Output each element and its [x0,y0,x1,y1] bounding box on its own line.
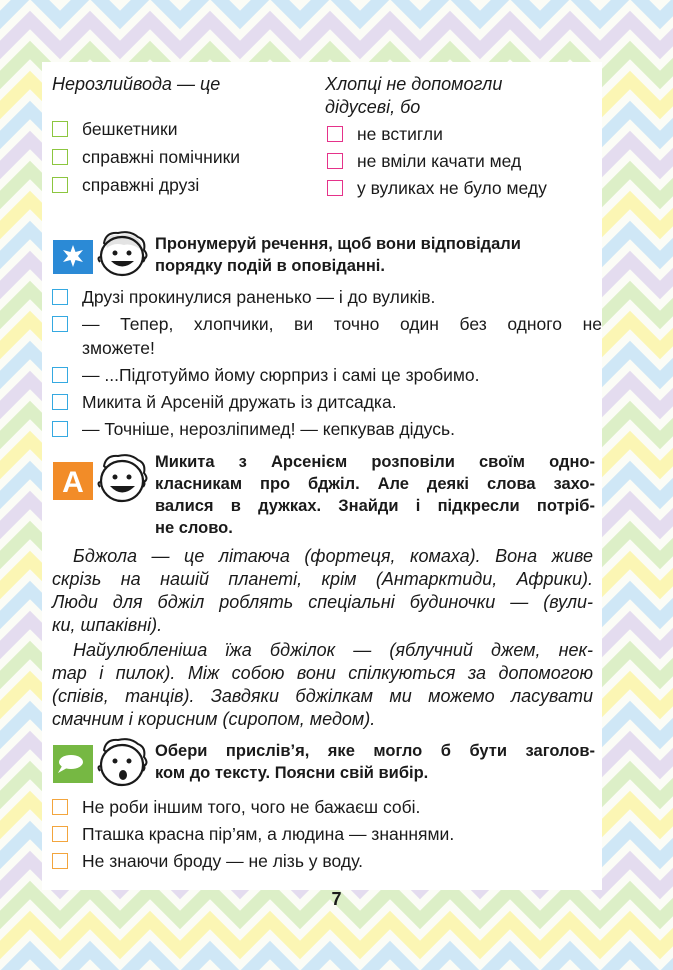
task3-title-line1: Обери прислів’я, яке могло б бути заголов- [155,742,595,760]
para2-line1: Найулюбленіша їжа бджілок — (яблучний джем, нек- [73,640,593,660]
task2-title-line2: класникам про бджіл. Але деякі слова захо- [155,475,595,493]
task1-item-2[interactable]: — Тепер, хлопчики, ви точно один без одного не [52,311,602,337]
task2-title-line4: не слово. [155,519,233,537]
quiz-right-option-2[interactable]: не вміли качати мед [327,148,521,174]
task1-item-5[interactable]: — Точніше, нерозліпимед! — кепкував дідусь. [52,416,455,442]
quiz-right-question-line2: дідусеві, бо [325,97,421,117]
checkbox[interactable] [52,394,68,410]
checkbox[interactable] [52,316,68,332]
para1-line4: ки, шпаківні). [52,615,163,635]
icon-letter: A [62,466,84,499]
checkbox[interactable] [327,153,343,169]
para1-line2: скрізь на нашій планеті, крім (Антарктиди, Африки). [52,569,593,589]
quiz-right-question-line1: Хлопці не допомогли [325,74,503,94]
checkbox[interactable] [52,421,68,437]
worksheet-panel [42,62,602,890]
task2-title-line1: Микита з Арсенієм розповіли своїм одно- [155,453,595,471]
task3-option-3[interactable]: Не знаючи броду — не лізь у воду. [52,848,363,874]
task3-title-line2: ком до тексту. Поясни свій вибір. [155,764,429,782]
checkbox[interactable] [52,149,68,165]
star-face-icon [52,228,154,278]
checkbox[interactable] [52,121,68,137]
checkbox[interactable] [52,177,68,193]
task1-item-1[interactable]: Друзі прокинулися раненько — і до вуликів. [52,284,435,310]
para2-line3: (співів, танців). Завдяки бджілкам ми можемо ласувати [52,686,593,706]
page-number: 7 [331,889,342,909]
task1-item-2-continued: зможете! [82,338,155,358]
checkbox[interactable] [52,367,68,383]
task1-title-line1: Пронумеруй речення, щоб вони відповідали [155,235,521,253]
checkbox[interactable] [52,799,68,815]
speech-face-icon [52,735,154,790]
checkbox[interactable] [52,826,68,842]
para1-line1: Бджола — це літаюча (фортеця, комаха). Вона живе [73,546,593,566]
para1-line3: Люди для бджіл роблять спеціальні будиночки — (вули- [52,592,593,612]
quiz-left-option-3[interactable]: справжні друзі [52,172,199,198]
letter-face-icon [52,451,154,506]
quiz-right-option-3[interactable]: у вуликах не було меду [327,175,547,201]
task1-item-4[interactable]: Микита й Арсеній дружать із дитсадка. [52,389,397,415]
para2-line2: тар і пилок). Між собою вони спілкуються за допомогою [52,663,593,683]
checkbox[interactable] [327,180,343,196]
checkbox[interactable] [52,289,68,305]
quiz-left-option-2[interactable]: справжні помічники [52,144,240,170]
checkbox[interactable] [52,853,68,869]
checkbox[interactable] [327,126,343,142]
quiz-left-option-1[interactable]: бешкетники [52,116,178,142]
task1-title-line2: порядку подій в оповіданні. [155,257,385,275]
quiz-left-question: Нерозлийвода — це [52,74,221,94]
quiz-right-option-1[interactable]: не встигли [327,121,443,147]
task3-option-1[interactable]: Не роби іншим того, чого не бажаєш собі. [52,794,420,820]
task1-item-3[interactable]: — ...Підготуймо йому сюрприз і самі це зробимо. [52,362,480,388]
task3-option-2[interactable]: Пташка красна пір’ям, а людина — знаннями. [52,821,454,847]
para2-line4: смачним і корисним (сиропом, медом). [52,709,376,729]
task2-title-line3: валися в дужках. Знайди і підкресли потріб- [155,497,595,515]
